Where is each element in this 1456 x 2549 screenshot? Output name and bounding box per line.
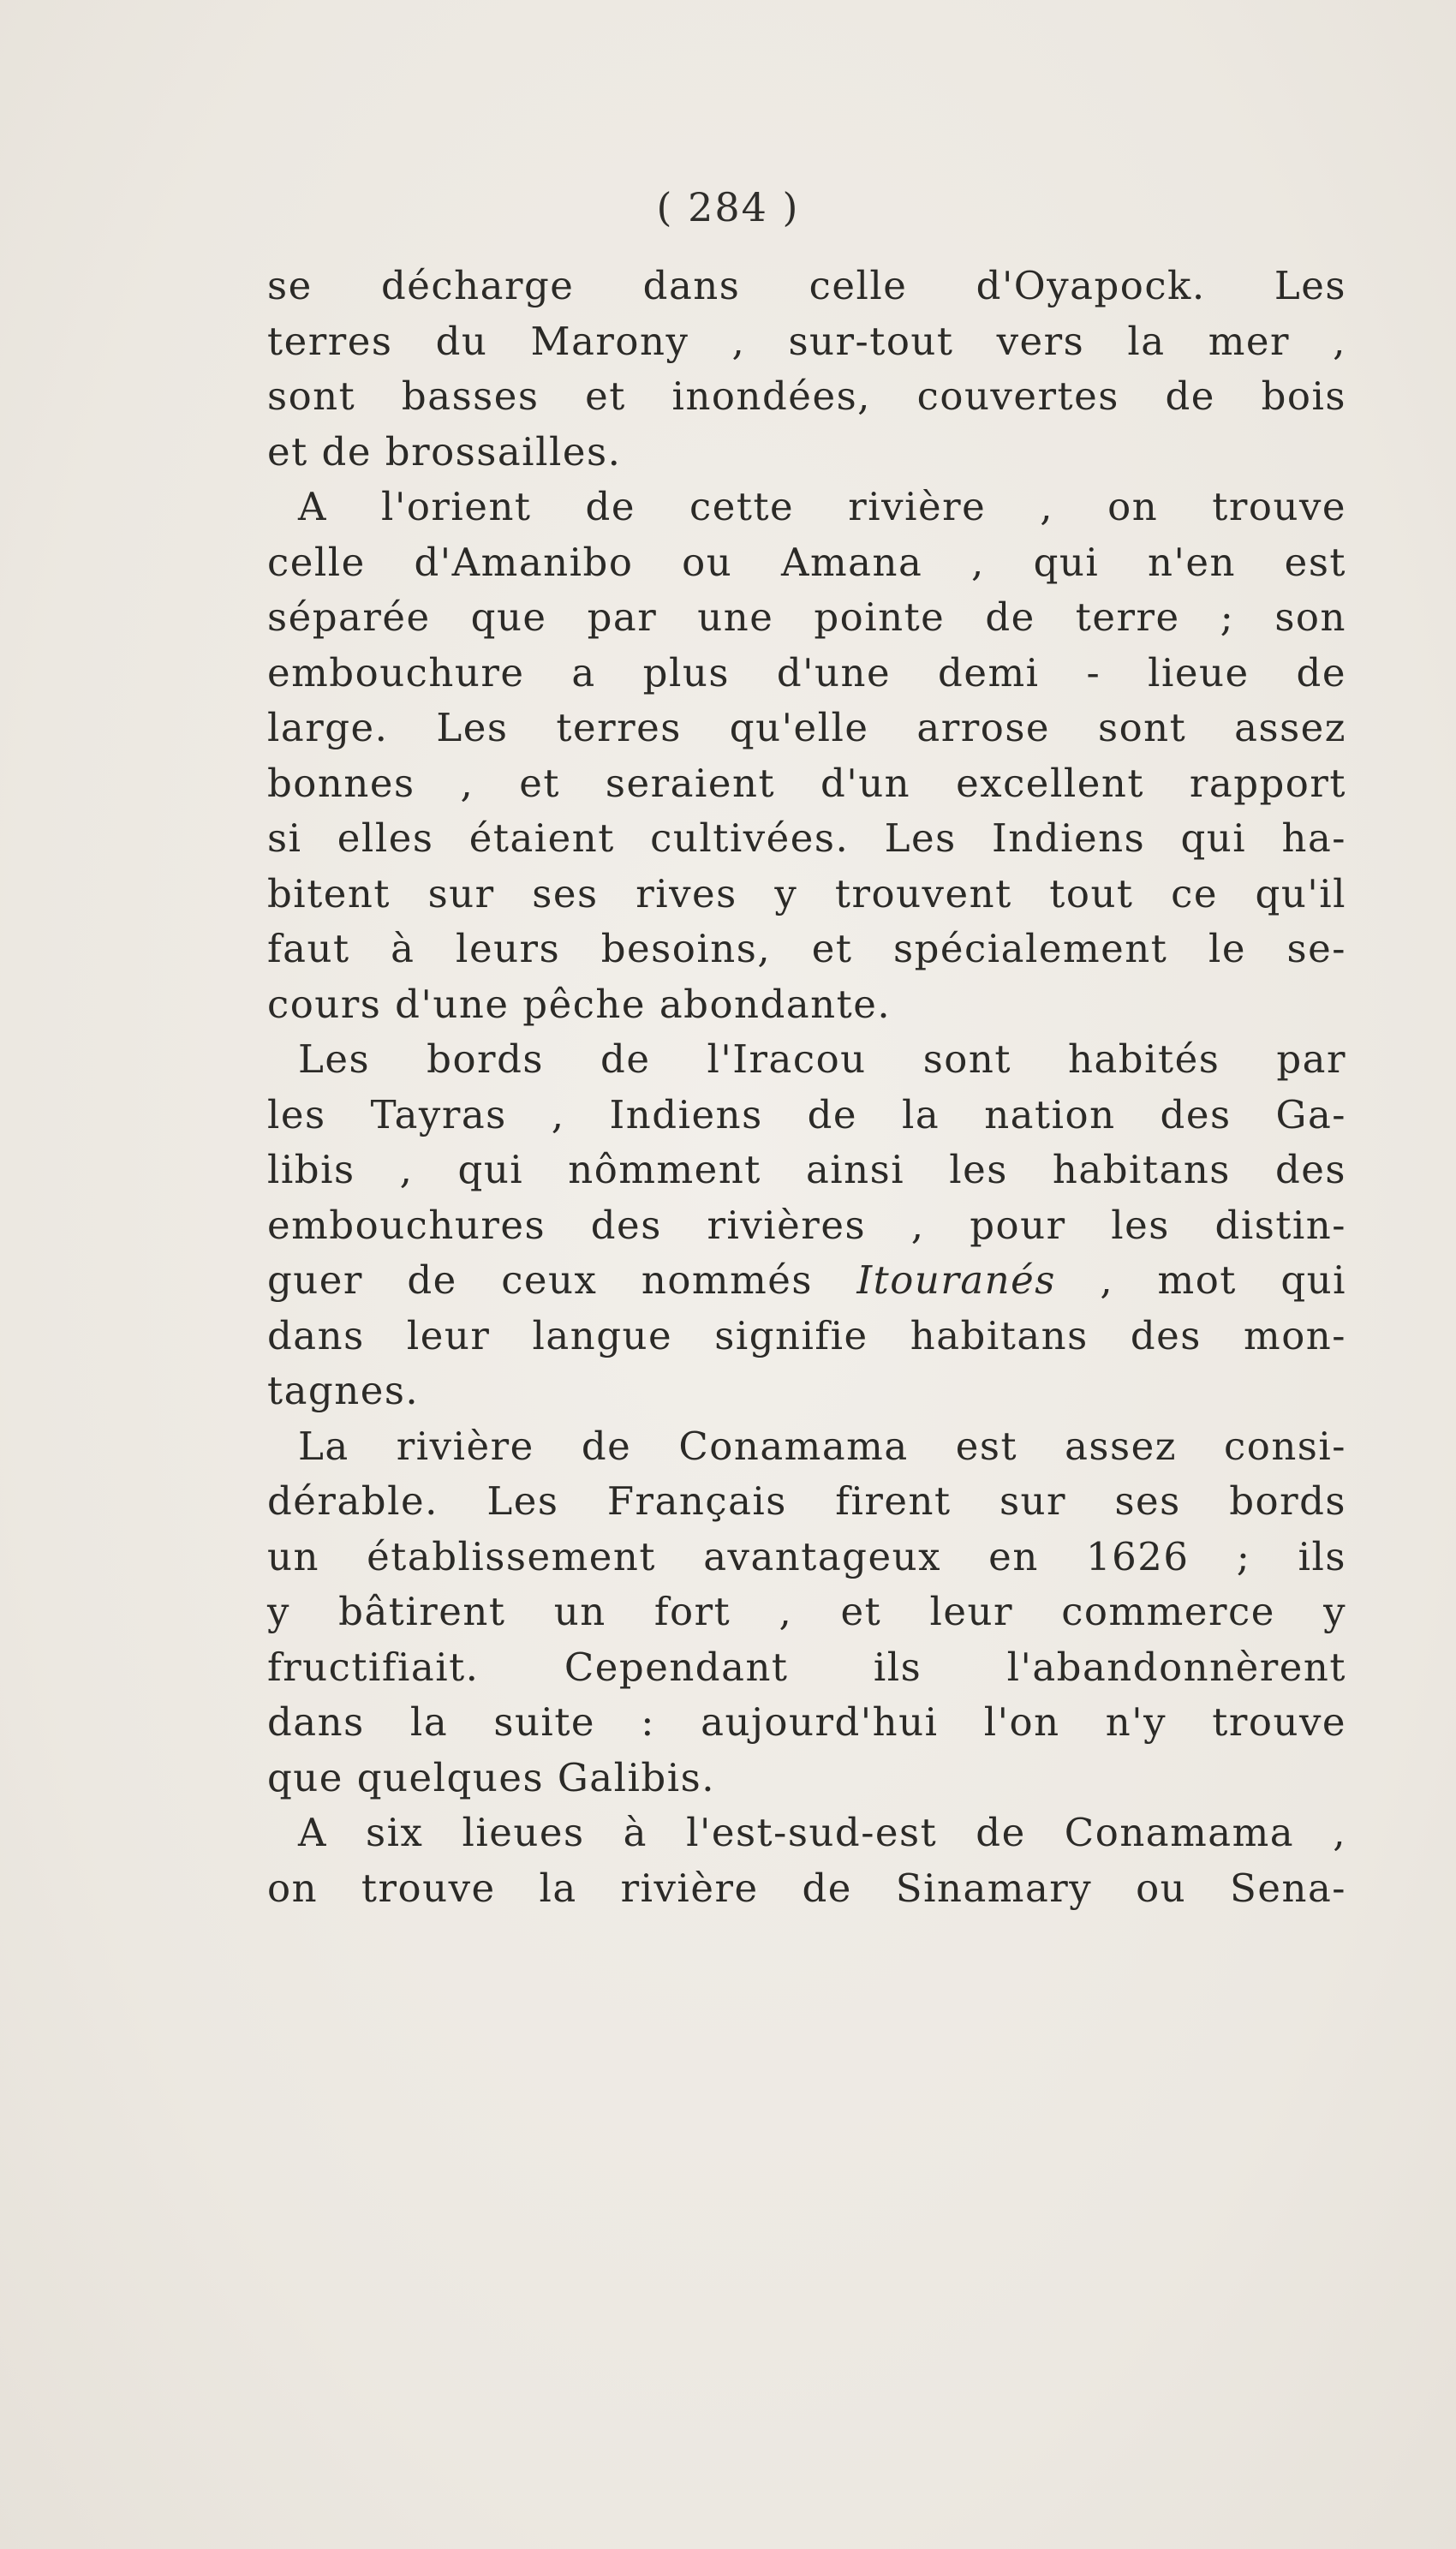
text-line: se décharge dans celle d'Oyapock. Les xyxy=(267,263,1346,308)
text-line: faut à leurs besoins, et spécialement le se- xyxy=(267,926,1346,971)
text-line: si elles étaient cultivées. Les Indiens qui ha- xyxy=(267,815,1346,861)
text-line: A six lieues à l'est-sud-est de Conamama , xyxy=(298,1810,1346,1855)
text-line: terres du Marony , sur-tout vers la mer , xyxy=(267,318,1346,364)
body-text xyxy=(267,259,1346,1916)
text-line: large. Les terres qu'elle arrose sont assez xyxy=(267,705,1346,750)
text-line: sont basses et inondées, couvertes de bois xyxy=(267,373,1346,419)
text-line: dans leur langue signifie habitans des mon- xyxy=(267,1312,1346,1358)
text-line: A l'orient de cette rivière , on trouve xyxy=(298,484,1346,529)
text-line: un établissement avantageux en 1626 ; ils xyxy=(267,1533,1346,1579)
text-line: y bâtirent un fort , et leur commerce y xyxy=(267,1589,1346,1634)
text-line: fructifiait. Cependant ils l'abandonnèrent xyxy=(267,1644,1346,1690)
text-line: dans la suite : aujourd'hui l'on n'y trouve xyxy=(267,1699,1346,1745)
text-line: les Tayras , Indiens de la nation des Ga- xyxy=(267,1091,1346,1137)
text-line: embouchure a plus d'une demi - lieue de xyxy=(267,649,1346,695)
text-line: que quelques Galibis. xyxy=(267,1754,716,1800)
text-line: tagnes. xyxy=(267,1368,420,1413)
text-line: cours d'une pêche abondante. xyxy=(267,981,892,1027)
text-line: embouchures des rivières , pour les distin- xyxy=(267,1202,1346,1248)
text-line: guer de ceux nommés Itouranés , mot qui xyxy=(267,1257,1346,1303)
text-line: Les bords de l'Iracou sont habités par xyxy=(298,1036,1346,1082)
text-line: celle d'Amanibo ou Amana , qui n'en est xyxy=(267,539,1346,585)
text-line: et de brossailles. xyxy=(267,428,622,475)
text-line: dérable. Les Français firent sur ses bords xyxy=(267,1478,1346,1524)
text-line: séparée que par une pointe de terre ; son xyxy=(267,594,1346,640)
page-number: ( 284 ) xyxy=(656,184,800,230)
text-line: bonnes , et seraient d'un excellent rapport xyxy=(267,760,1346,806)
italic-term: Itouranés xyxy=(856,1257,1056,1303)
text-line: bitent sur ses rives y trouvent tout ce qu'il xyxy=(267,870,1346,916)
text-line: La rivière de Conamama est assez consi- xyxy=(298,1423,1346,1469)
text-line: libis , qui nômment ainsi les habitans des xyxy=(267,1147,1346,1192)
text-line: on trouve la rivière de Sinamary ou Sena- xyxy=(267,1865,1346,1911)
